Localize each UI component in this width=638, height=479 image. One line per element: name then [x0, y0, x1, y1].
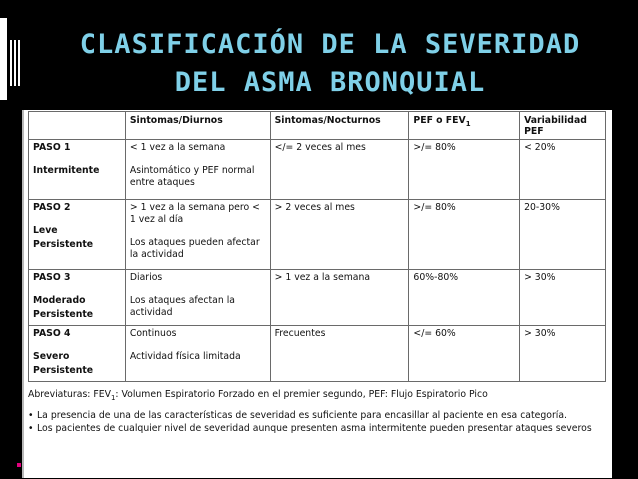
slide-title-line-1: CLASIFICACIÓN DE LA SEVERIDAD	[79, 29, 581, 60]
bullet-text: Los pacientes de cualquier nivel de severidad aunque presenten asma intermitente pueden presentar ataques severos	[37, 422, 592, 434]
abbr-suffix: : Volumen Espiratorio Forzado en el premier segundo, PEF: Flujo Espiratorio Pico	[115, 389, 488, 400]
corner-decoration	[0, 18, 22, 100]
bullet-item	[28, 422, 613, 435]
abbreviations-note	[28, 388, 613, 405]
day-cell	[125, 140, 270, 200]
table-row	[29, 140, 606, 200]
step-cell	[29, 140, 126, 200]
step-number: PASO 4	[33, 328, 71, 339]
header-night-symptoms: Sintomas/Nocturnos	[270, 112, 409, 140]
table-header-row	[29, 112, 606, 140]
step-cell	[29, 326, 126, 382]
step-level: Intermitente	[33, 165, 100, 176]
day-description: Asintomático y PEF normal entre ataques	[129, 165, 255, 188]
day-frequency: > 1 vez a la semana pero < 1 vez al día	[129, 202, 260, 225]
step-cell	[29, 270, 126, 326]
variability-cell: < 20%	[520, 140, 606, 200]
bullet-marker	[17, 463, 21, 467]
table-row	[29, 200, 606, 270]
night-cell: > 1 vez a la semana	[270, 270, 409, 326]
night-cell: > 2 veces al mes	[270, 200, 409, 270]
step-level: Severo Persistente	[33, 351, 94, 376]
pef-cell: 60%-80%	[409, 270, 520, 326]
step-level: Leve Persistente	[33, 225, 94, 250]
day-frequency: Diarios	[129, 272, 163, 283]
day-cell	[125, 270, 270, 326]
step-number: PASO 1	[33, 142, 71, 153]
night-cell: Frecuentes	[270, 326, 409, 382]
bullet-dot: •	[28, 409, 34, 421]
bullet-text: La presencia de una de las características de severidad es suficiente para encasillar al paciente en esa categoría.	[37, 409, 568, 421]
variability-cell: > 30%	[520, 326, 606, 382]
step-level: Moderado Persistente	[33, 295, 94, 320]
step-number: PASO 2	[33, 202, 71, 213]
variability-cell: 20-30%	[520, 200, 606, 270]
pef-cell: >/= 80%	[409, 200, 520, 270]
day-description: Los ataques afectan la actividad	[129, 295, 235, 318]
night-cell: </= 2 veces al mes	[270, 140, 409, 200]
pef-cell: </= 60%	[409, 326, 520, 382]
header-step	[29, 112, 126, 140]
slide-title-line-2: DEL ASMA BRONQUIAL	[174, 67, 486, 98]
abbr-prefix: Abreviaturas: FEV	[28, 389, 111, 400]
content-panel	[22, 110, 612, 478]
variability-cell: > 30%	[520, 270, 606, 326]
header-variability: Variabilidad PEF	[520, 112, 606, 140]
day-cell	[125, 326, 270, 382]
header-pef-text: PEF o FEV	[413, 115, 466, 126]
slide-title	[40, 26, 620, 102]
pef-cell: >/= 80%	[409, 140, 520, 200]
bullet-item	[28, 409, 613, 422]
table-row	[29, 270, 606, 326]
day-cell	[125, 200, 270, 270]
header-day-symptoms: Sintomas/Diurnos	[125, 112, 270, 140]
day-description: Los ataques pueden afectar la actividad	[129, 237, 260, 260]
severity-table	[28, 111, 606, 382]
header-pef	[409, 112, 520, 140]
header-pef-sub: 1	[465, 119, 471, 128]
footnotes	[28, 383, 613, 435]
step-number: PASO 3	[33, 272, 71, 283]
day-frequency: Continuos	[129, 328, 177, 339]
step-cell	[29, 200, 126, 270]
day-description: Actividad física limitada	[129, 351, 241, 362]
day-frequency: < 1 vez a la semana	[129, 142, 226, 153]
abbr-sub: 1	[110, 393, 116, 402]
bullet-dot: •	[28, 422, 34, 434]
table-row	[29, 326, 606, 382]
